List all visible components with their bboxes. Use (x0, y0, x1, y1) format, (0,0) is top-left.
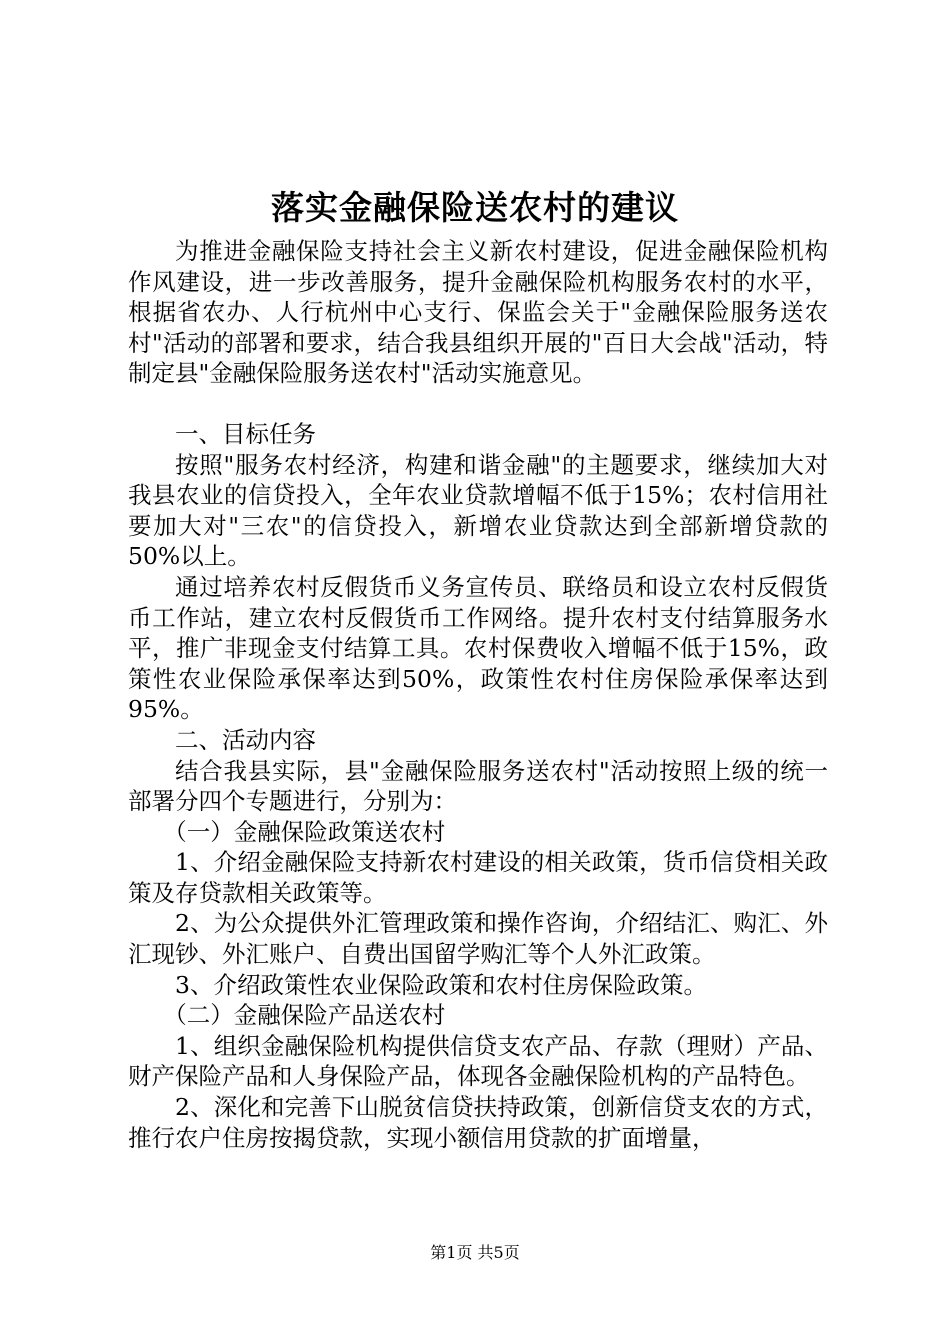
section-heading: 二、活动内容 (175, 725, 316, 754)
page-indicator: 第1页 共5页 (430, 1243, 520, 1262)
body-paragraph: 按照"服务农村经济，构建和谐金融"的主题要求，继续加大对我县农业的信贷投入，全年农业贷款增幅不低于15%；农村信用社要加大对"三农"的信贷投入，新增农业贷款达到全部新增贷款的50%以上。 (128, 450, 828, 571)
body-paragraph: 通过培养农村反假货币义务宣传员、联络员和设立农村反假货币工作站，建立农村反假货币工作网络。提升农村支付结算服务水平，推广非现金支付结算工具。农村保费收入增幅不低于15%，政策性农业保险承保率达到50%，政策性农村住房保险承保率达到95%。 (128, 572, 828, 724)
subsection-heading: （二）金融保险产品送农村 (163, 1001, 446, 1030)
list-item: 1、介绍金融保险支持新农村建设的相关政策，货币信贷相关政策及存贷款相关政策等。 (128, 848, 828, 907)
intro-paragraph: 为推进金融保险支持社会主义新农村建设，促进金融保险机构作风建设，进一步改善服务，提升金融保险机构服务农村的水平，根据省农办、人行杭州中心支行、保监会关于"金融保险服务送农村"活动的部署和要求，结合我县组织开展的"百日大会战"活动，特制定县"金融保险服务送农村"活动实施意见。 (128, 237, 828, 388)
list-item: 3、介绍政策性农业保险政策和农村住房保险政策。 (175, 970, 707, 999)
list-item: 2、为公众提供外汇管理政策和操作咨询，介绍结汇、购汇、外汇现钞、外汇账户、自费出国留学购汇等个人外汇政策。 (128, 909, 828, 969)
subsection-heading: （一）金融保险政策送农村 (163, 817, 446, 846)
list-item: 1、组织金融保险机构提供信贷支农产品、存款（理财）产品、财产保险产品和人身保险产品，体现各金融保险机构的产品特色。 (128, 1031, 828, 1091)
document-body (128, 236, 828, 1153)
list-item: 2、深化和完善下山脱贫信贷扶持政策，创新信贷支农的方式，推行农户住房按揭贷款，实现小额信用贷款的扩面增量， (128, 1093, 828, 1152)
section-heading: 一、目标任务 (175, 419, 316, 448)
body-paragraph: 结合我县实际，县"金融保险服务送农村"活动按照上级的统一部署分四个专题进行，分别为： (128, 756, 828, 816)
document-title: 落实金融保险送农村的建议 (271, 188, 679, 227)
